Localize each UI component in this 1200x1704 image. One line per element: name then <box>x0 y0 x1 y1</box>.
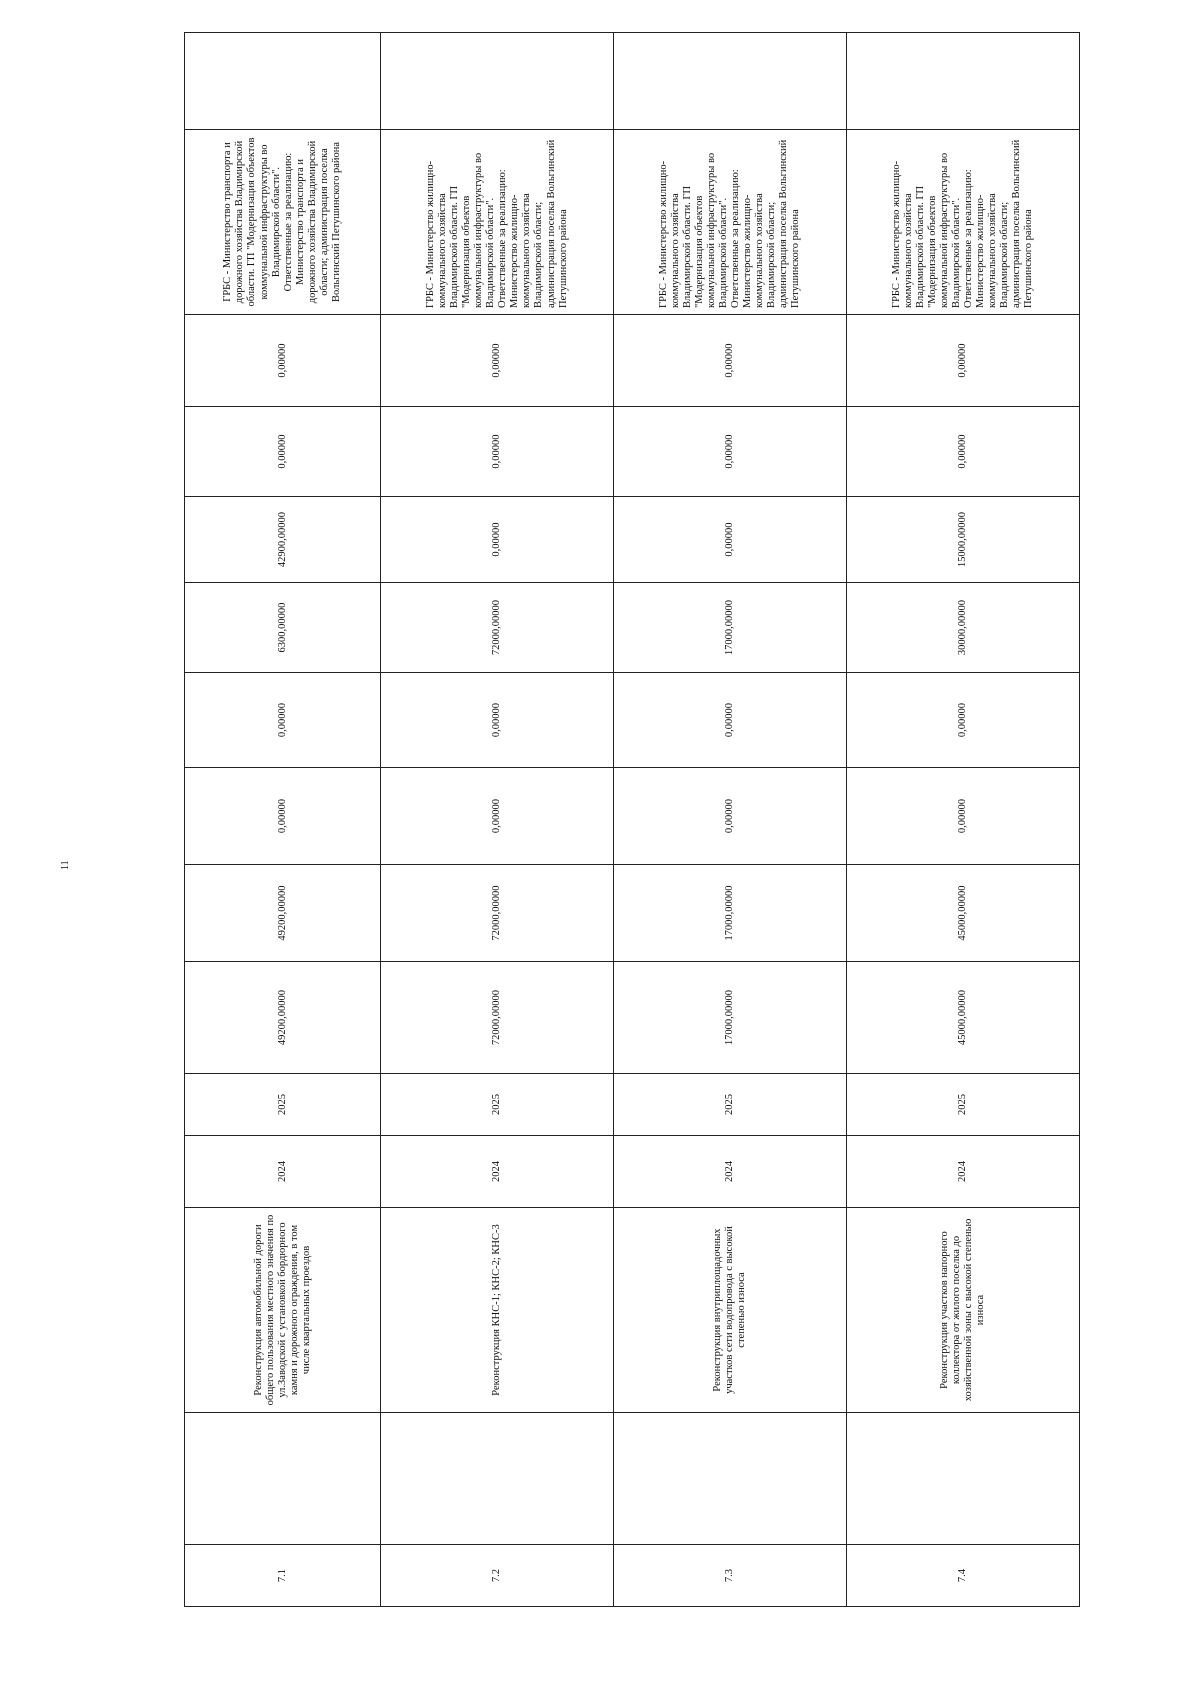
program-table <box>184 32 1080 1607</box>
value-cell: 0,00000 <box>381 407 614 497</box>
start-year: 2024 <box>847 1136 1080 1208</box>
value-cell: 6300,00000 <box>185 583 381 673</box>
measure-name: Реконструкция автомобильной дороги общего пользования местного значения по ул.Заводской с установкой бордюрного камня и дорожного ограждения, в том числе квартальных проездов <box>185 1208 381 1413</box>
value-cell: 0,00000 <box>614 673 847 768</box>
row-number: 7.2 <box>381 1545 614 1607</box>
empty-cell <box>847 33 1080 130</box>
measure-name: Реконструкция КНС-1; КНС-2; КНС-3 <box>381 1208 614 1413</box>
row-number: 7.3 <box>614 1545 847 1607</box>
row-number: 7.1 <box>185 1545 381 1607</box>
value-cell: 45000,00000 <box>847 865 1080 962</box>
empty-cell <box>185 1413 381 1545</box>
value-cell: 0,00000 <box>381 497 614 583</box>
table-row <box>185 33 381 1607</box>
value-cell: 0,00000 <box>614 315 847 407</box>
value-cell: 0,00000 <box>381 315 614 407</box>
measure-name: Реконструкция участков напорного коллектора от жилого поселка до хозяйственной зоны с высокой степенью износа <box>847 1208 1080 1413</box>
value-cell: 0,00000 <box>614 768 847 865</box>
value-cell: 0,00000 <box>185 768 381 865</box>
value-cell: 49200,00000 <box>185 865 381 962</box>
total-cost: 45000,00000 <box>847 962 1080 1074</box>
table-wrapper <box>184 133 1080 1607</box>
value-cell: 0,00000 <box>847 768 1080 865</box>
rotated-table-container <box>184 133 1080 1607</box>
value-cell: 0,00000 <box>381 673 614 768</box>
table-row <box>847 33 1080 1607</box>
table-row <box>614 33 847 1607</box>
value-cell: 72000,00000 <box>381 583 614 673</box>
empty-cell <box>614 33 847 130</box>
value-cell: 17000,00000 <box>614 865 847 962</box>
end-year: 2025 <box>185 1074 381 1136</box>
value-cell: 0,00000 <box>847 407 1080 497</box>
total-cost: 72000,00000 <box>381 962 614 1074</box>
value-cell: 0,00000 <box>185 315 381 407</box>
empty-cell <box>381 1413 614 1545</box>
empty-cell <box>185 33 381 130</box>
value-cell: 0,00000 <box>185 673 381 768</box>
row-number: 7.4 <box>847 1545 1080 1607</box>
page-number: 11 <box>60 860 71 870</box>
empty-cell <box>381 33 614 130</box>
value-cell: 42900,00000 <box>185 497 381 583</box>
value-cell: 72000,00000 <box>381 865 614 962</box>
value-cell: 0,00000 <box>614 407 847 497</box>
start-year: 2024 <box>381 1136 614 1208</box>
empty-cell <box>847 1413 1080 1545</box>
total-cost: 17000,00000 <box>614 962 847 1074</box>
responsible-info: ГРБС - Министерство жилищно-коммунального хозяйства Владимирской области. ГП "Модернизация объектов коммунальной инфраструктуры во Владимирской области". Ответственные за реализацию: Министерство жилищно-коммунального хозяйства Владимирской области; администрация поселка Вольгинский Петушинского района <box>614 130 847 315</box>
value-cell: 0,00000 <box>847 315 1080 407</box>
end-year: 2025 <box>614 1074 847 1136</box>
measure-name: Реконструкция внутриплощадочных участков сети водопровода с высокой степенью износа <box>614 1208 847 1413</box>
responsible-info: ГРБС - Министерство жилищно-коммунального хозяйства Владимирской области. ГП "Модернизация объектов коммунальной инфраструктуры во Владимирской области". Ответственные за реализацию: Министерство жилищно-коммунального хозяйства Владимирской области; администрация поселка Вольгинский Петушинского района <box>381 130 614 315</box>
start-year: 2024 <box>185 1136 381 1208</box>
empty-cell <box>614 1413 847 1545</box>
end-year: 2025 <box>381 1074 614 1136</box>
value-cell: 30000,00000 <box>847 583 1080 673</box>
value-cell: 15000,00000 <box>847 497 1080 583</box>
value-cell: 0,00000 <box>847 673 1080 768</box>
table-row <box>381 33 614 1607</box>
value-cell: 17000,00000 <box>614 583 847 673</box>
responsible-info: ГРБС - Министерство жилищно-коммунального хозяйства Владимирской области. ГП "Модернизация объектов коммунальной инфраструктуры во Владимирской области". Ответственные за реализацию: Министерство жилищно-коммунального хозяйства Владимирской области; администрация поселка Вольгинский Петушинского района <box>847 130 1080 315</box>
end-year: 2025 <box>847 1074 1080 1136</box>
responsible-info: ГРБС - Министерство транспорта и дорожного хозяйства Владимирской области. ГП "Модернизация объектов коммунальной инфраструктуры во Владимирской области". Ответственные за реализацию: Министерство транспорта и дорожного хозяйства Владимирской области; администрация поселка Вольгинский Петушинского района <box>185 130 381 315</box>
value-cell: 0,00000 <box>614 497 847 583</box>
total-cost: 49200,00000 <box>185 962 381 1074</box>
value-cell: 0,00000 <box>381 768 614 865</box>
value-cell: 0,00000 <box>185 407 381 497</box>
start-year: 2024 <box>614 1136 847 1208</box>
